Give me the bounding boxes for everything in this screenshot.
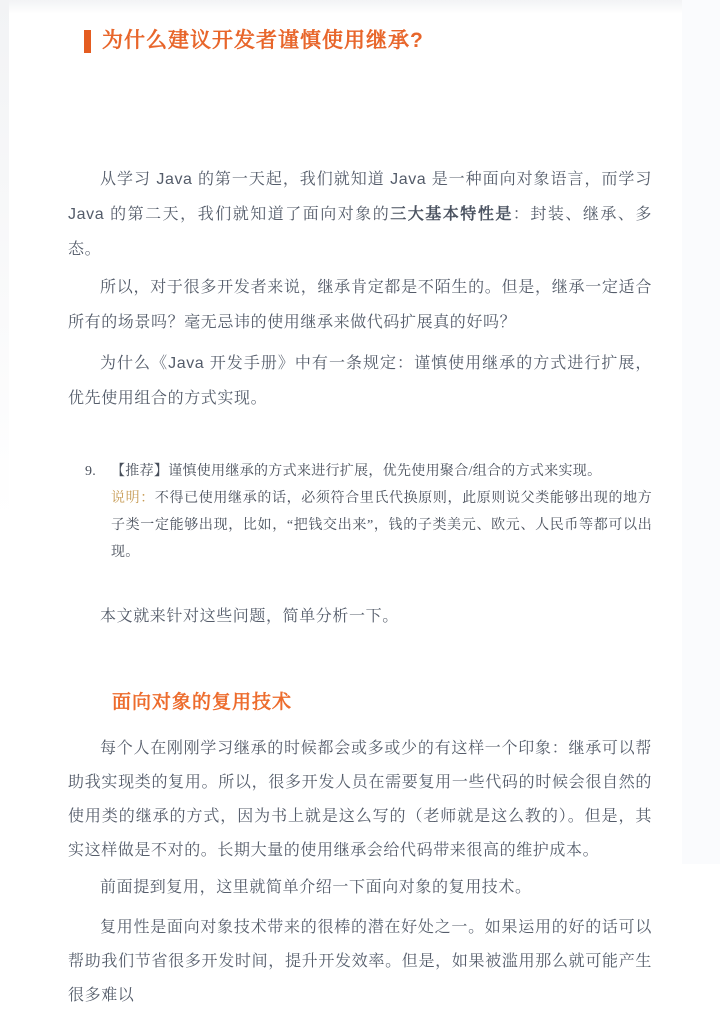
section-heading-reuse-techniques: 面向对象的复用技术 (112, 692, 293, 713)
paragraph-text: 从学习 Java 的第一天起，我们就知道 Java 是一种面向对象语言，而学习 Java 的第二天，我们就知道了面向对象的 (68, 171, 652, 223)
paragraph-text: ：封装、继承、多态。 (68, 206, 652, 258)
paragraph-transition: 本文就来针对这些问题，简单分析一下。 (100, 608, 399, 625)
quote-item-number: 9. (85, 464, 97, 479)
page-title (84, 28, 652, 54)
page-title-text: 为什么建议开发者谨慎使用继承? (102, 29, 424, 52)
quote-body (111, 458, 652, 566)
paragraph-bold-text: 三大基本特性是 (390, 206, 513, 223)
quote-note (111, 485, 652, 566)
quote-rule-text: 【推荐】谨慎使用继承的方式来进行扩展，优先使用聚合/组合的方式来实现。 (111, 464, 602, 479)
manual-rule-quote (85, 458, 652, 566)
paragraph-intro-2: 所以，对于很多开发者来说，继承肯定都是不陌生的。但是，继承一定适合所有的场景吗？毫无忌讳的使用继承来做代码扩展真的好吗？ (68, 279, 652, 331)
quote-note-label: 说明： (111, 491, 155, 506)
quote-note-text: 不得已使用继承的话，必须符合里氏代换原则，此原则说父类能够出现的地方子类一定能够出现，比如，“把钱交出来”，钱的子类美元、欧元、人民币等都可以出现。 (111, 491, 653, 560)
paragraph-intro-1 (68, 162, 652, 267)
paragraph-intro-3: 为什么《Java 开发手册》中有一条规定：谨慎使用继承的方式进行扩展，优先使用组合的方式实现。 (68, 355, 652, 407)
title-accent-bar-icon (84, 30, 91, 53)
paragraph-reuse-3: 复用性是面向对象技术带来的很棒的潜在好处之一。如果运用的好的话可以帮助我们节省很多开发时间，提升开发效率。但是，如果被滥用那么就可能产生很多难以 (68, 919, 652, 1004)
paragraph-reuse-2: 前面提到复用，这里就简单介绍一下面向对象的复用技术。 (100, 879, 532, 896)
paragraph-reuse-1: 每个人在刚刚学习继承的时候都会或多或少的有这样一个印象：继承可以帮助我实现类的复用。所以，很多开发人员在需要复用一些代码的时候会很自然的使用类的继承的方式，因为书上就是这么写的（老师就是这么教的）。但是，其实这样做是不对的。长期大量的使用继承会给代码带来很高的维护成本。 (68, 740, 652, 859)
